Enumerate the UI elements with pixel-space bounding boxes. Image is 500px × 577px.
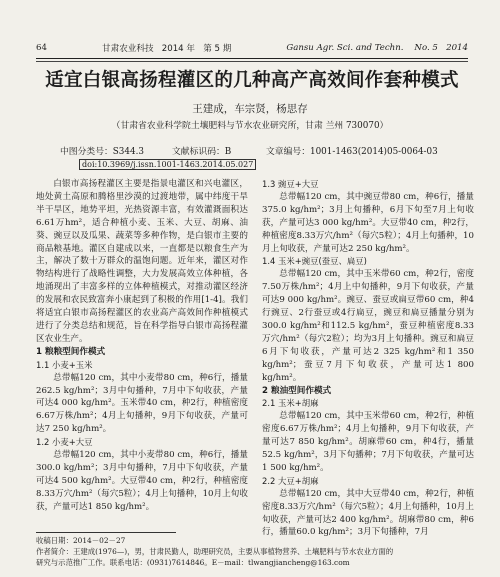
journal-name-cn <box>102 42 231 54</box>
subsection-heading: 1.4 玉米+豌豆(蚕豆、扁豆) <box>262 256 367 267</box>
subsection-heading: 2.2 大豆+胡麻 <box>262 475 319 486</box>
subsection-heading: 1.3 豌豆+大豆 <box>262 179 319 189</box>
journal-title-en: Gansu Agr. Sci. and Techn. <box>286 43 404 53</box>
left-text-column <box>36 178 248 514</box>
article-title: 适宜白银高扬程灌区的几种高产高效间作套种模式 <box>45 70 459 91</box>
journal-name-en <box>286 43 468 53</box>
journal-year-en: 2014 <box>446 43 468 53</box>
body-paragraph: 总带幅120 cm，其中大豆带40 cm，种2行，种植密度8.33万穴/hm²（每穴5粒）；4月上旬播种，10月上旬收获，产量可达2 400 kg/hm²。胡麻带80 cm，种6行，播量60.0 kg/hm²；3月下旬播种，7月 <box>262 488 474 538</box>
journal-year-cn: 2014 年 <box>161 44 195 54</box>
document-code: 文献标识码：B <box>172 147 232 157</box>
body-paragraph: 总带幅120 cm，其中玉米带60 cm，种2行，种植密度6.67万株/hm²；4月上旬播种，9月下旬收获，产量可达7 850 kg/hm²。胡麻带60 cm，种4行，播量52.5 kg/hm²，3月下旬播种；7月下旬收获，产量可达1 500 kg/hm²。 <box>262 411 474 473</box>
section-heading: 2 粮油型间作模式 <box>262 385 332 396</box>
article-id: 文章编号：1001-1463(2014)05-0064-03 <box>266 147 438 157</box>
body-paragraph: 总带幅120 cm，其中豌豆带80 cm，种6行，播量375.0 kg/hm²；3月上旬播种，6月下旬至7月上旬收获，产量可达3 000 kg/hm²。大豆带40 cm，种2行，种植密度8.33万穴/hm²（每穴5粒）；4月上旬播种，10月上旬收获，产量可达2 250 kg/hm²。 <box>262 191 474 254</box>
article-affiliation: （甘肃省农业科学院土壤肥料与节水农业研究所，甘肃 兰州 730070） <box>111 121 389 131</box>
page-number: 64 <box>36 43 47 53</box>
article-authors: 王建成，车宗贤，杨思存 <box>192 103 308 115</box>
clc-number: 中图分类号：S344.3 <box>60 147 144 157</box>
subsection-heading: 1.1 小麦+玉米 <box>36 359 93 370</box>
right-text-column <box>262 178 474 539</box>
body-paragraph: 总带幅120 cm，其中小麦带80 cm，种6行，播量300.0 kg/hm²；3月中旬播种，7月中下旬收获，产量可达4 500 kg/hm²。大豆带40 cm，种2行，种植密度8.33万穴/hm²（每穴5粒）；4月上旬播种，10月上旬收获，产量可达1 850 kg/hm²。 <box>36 450 248 512</box>
author-bio-line-1: 作者简介：王建成(1976—)，男，甘肃民勤人，助理研究员，主要从事植物营养、土壤肥料与节水农业方面的 <box>36 547 394 556</box>
body-paragraph: 总带幅120 cm，其中玉米带60 cm，种2行，密度7.50万株/hm²；4月上中旬播种，9月下旬收获，产量可达9 000 kg/hm²。豌豆、蚕豆或扁豆带60 cm，种4行豌豆、2行蚕豆或4行扁豆，豌豆和扁豆播量分别为300.0 kg/hm²和112.5 kg/hm²，蚕豆种植密度8.33万穴/hm²（每穴2粒）；均为3月上旬播种。豌豆和扁豆6月下旬收获，产量可达2 325 kg/hm²和1 350 kg/hm²；蚕豆7月下旬收获，产量可达1 800 kg/hm²。 <box>262 269 474 383</box>
subsection-heading: 2.1 玉米+胡麻 <box>262 398 319 409</box>
body-paragraph: 总带幅120 cm，其中小麦带80 cm，种6行，播量262.5 kg/hm²；3月中旬播种，7月中下旬收获，产量可达4 000 kg/hm²。玉米带40 cm，种2行，种植密度6.67万株/hm²；4月上旬播种，9月下旬收获，产量可达7 250 kg/hm²。 <box>36 372 248 435</box>
running-header <box>36 40 468 56</box>
received-date: 收稿日期：2014－02－27 <box>36 536 126 545</box>
header-rule-thin <box>36 61 468 62</box>
author-bio-line-2: 研究与示范推广工作。联系电话：(0931)7614846。E－mail：tlwangjiancheng@163.com <box>36 558 350 567</box>
body-paragraph: 白银市高扬程灌区主要是指景电灌区和兴电灌区，地处黄土高原和腾格里沙漠的过渡地带，属中纬度干旱半干旱区，地势平坦，光热资源丰富，有效灌溉面积达6.61万hm²，适合种植小麦、玉米、大豆、胡麻、油葵、豌豆以及瓜果、蔬菜等多种作物，是白银市主要的商品粮基地。灌区自建成以来，一直都是以粮食生产为主，解决了数十万群众的温饱问题。近年来，灌区对作物结构进行了战略性调整，大力发展高效立体种植，各地涌现出了丰富多样的立体种植模式，对推动灌区经济的发展和农民致富奔小康起到了积极的作用[1-4]。我们将适宜白银市高扬程灌区的农业高产高效间作种植模式进行了分类总结和规范，旨在科学指导白银市高扬程灌区农业生产。 <box>36 179 248 344</box>
journal-issue-cn: 第 5 期 <box>203 44 232 54</box>
footnote-rule <box>36 532 176 533</box>
subsection-heading: 1.2 小麦+大豆 <box>36 437 93 448</box>
doi-label: doi:10.3969/j.issn.1001-1463.2014.05.027 <box>79 159 256 170</box>
footnote <box>36 535 468 568</box>
journal-issue-en: No. 5 <box>414 43 438 53</box>
section-heading: 1 粮粮型间作模式 <box>36 346 106 357</box>
journal-title-cn: 甘肃农业科技 <box>102 44 154 54</box>
header-rule-thick <box>36 58 468 59</box>
